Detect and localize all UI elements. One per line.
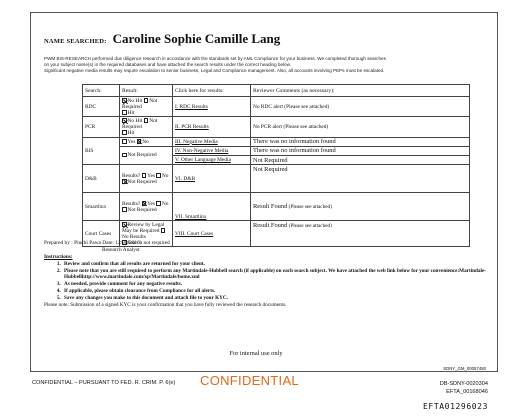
bates-number-bottom: EFTA01296023 [423, 402, 488, 411]
option-label: No [142, 138, 149, 145]
option-label: Not Required [122, 117, 158, 130]
checkbox-bis-yes[interactable] [122, 139, 127, 144]
option-label: Not Required [127, 206, 157, 213]
result-cell-smartlinx [120, 193, 173, 221]
result-cell-pcr [120, 117, 173, 137]
option-label: Hit [127, 129, 135, 136]
checkbox-pcr-not-required[interactable] [144, 118, 149, 123]
instructions-list [44, 261, 492, 302]
checkbox-db-no[interactable] [156, 173, 161, 178]
link-pcr-results[interactable]: II. PCR Results [175, 123, 209, 130]
prepared-by-role: Research Analyst [102, 246, 140, 253]
document-ids [440, 380, 488, 396]
table-row-court [83, 221, 470, 247]
checkbox-rdc-no-hit[interactable] [122, 98, 127, 103]
link-cell-bis-3 [173, 155, 251, 164]
option-label: Not Required [122, 97, 158, 110]
name-searched-label: NAME SEARCHED: [44, 38, 107, 45]
results-question: Results? [122, 172, 141, 179]
search-label-db: D&B [83, 165, 120, 193]
confidential-stamp: CONFIDENTIAL [200, 373, 299, 388]
internal-use-label: For internal use only [229, 350, 283, 357]
search-label-court: Court Cases [83, 221, 120, 247]
intro-line: Significant negative media results may require escalation to senior business, Legal and Compliance management. Also, all accounts involving PEPs must be escalated. [44, 68, 385, 73]
intro-paragraph [44, 56, 490, 74]
comment-db: Not Required [251, 165, 470, 193]
bates-number-top: SDNY_GM_00057480 [443, 366, 486, 371]
link-rdc-results[interactable]: I. RDC Results [175, 103, 208, 110]
link-cell-bis-2 [173, 146, 251, 155]
option-label: No Results [122, 233, 146, 240]
results-question: Results? [122, 200, 141, 207]
option-label: Hit [127, 109, 135, 116]
comment-court [251, 221, 470, 247]
link-negative-media[interactable]: III. Negative Media [175, 138, 218, 145]
prepared-by-line: Prepared by : Pinchi Pawa Date: 12/30/2016 [44, 240, 140, 246]
table-header-row [83, 85, 470, 97]
prepared-by-block [44, 240, 140, 253]
checkbox-bis-not-required[interactable] [122, 153, 127, 158]
result-cell-rdc [120, 97, 173, 117]
link-cell-court [173, 221, 251, 247]
comment-note: (Please see attached) [288, 204, 332, 211]
search-label-rdc: RDC [83, 97, 120, 117]
checkbox-rdc-hit[interactable] [122, 110, 127, 115]
search-results-table [82, 84, 470, 247]
header-click: Click here for results: [173, 85, 251, 97]
option-label: No [161, 200, 169, 207]
checkbox-smartlinx-yes[interactable] [142, 201, 147, 206]
link-smartlinx[interactable]: VII. Smartlinx [175, 213, 207, 220]
checkbox-pcr-no-hit[interactable] [122, 118, 127, 123]
instructions-title: Instructions: [44, 254, 73, 260]
option-label: Review by Legal May be Required [122, 221, 165, 234]
header-comments: Reviewer Comments (as necessary): [251, 85, 470, 97]
checkbox-smartlinx-no[interactable] [156, 201, 161, 206]
checkbox-rdc-not-required[interactable] [144, 98, 149, 103]
table-row-smartlinx [83, 193, 470, 221]
checkbox-bis-no[interactable] [137, 139, 142, 144]
link-cell-db [173, 165, 251, 193]
doc-id-efta: EFTA_00168046 [446, 389, 488, 395]
comment-smartlinx [251, 193, 470, 221]
result-cell-bis-yes-no [120, 137, 173, 146]
name-searched-value: Caroline Sophie Camille Lang [112, 31, 281, 46]
list-item: 2. Please note that you are still required to perform any Martindale-Hubbell search (if applicable) on each search subject. We have attached the web link below for your convenience:Martindale-Hubbellhttp://www.martindale.com/xp/Martindale/home.xml [62, 268, 492, 282]
link-cell-smartlinx [173, 193, 251, 221]
comment-bis-3: Not Required [251, 155, 470, 164]
checkbox-db-yes[interactable] [142, 173, 147, 178]
result-cell-bis-not-required [120, 146, 173, 164]
link-cell-rdc [173, 97, 251, 117]
option-label: Yes [147, 172, 155, 179]
link-other-language-media[interactable]: V. Other Language Media [175, 157, 231, 164]
option-label: No [161, 172, 169, 179]
confidential-legend: CONFIDENTIAL – PURSUANT TO FED. R. CRIM. P. 6(e) [32, 380, 176, 386]
comment-bis-2: There was no information found [251, 146, 470, 155]
option-label: Yes [147, 200, 155, 207]
checkbox-db-not-required[interactable] [122, 179, 127, 184]
comment-bis-1: There was no information found [251, 137, 470, 146]
list-item: 4. If applicable, please obtain clearance from Compliance for all alerts. [62, 288, 492, 295]
search-label-pcr: PCR [83, 117, 120, 137]
search-label-bis: BIS [83, 137, 120, 165]
table-row-rdc [83, 97, 470, 117]
table-row-pcr [83, 117, 470, 137]
list-item: 1. Review and confirm that all results are returned for your client. [62, 261, 492, 268]
header-result: Result: [120, 85, 173, 97]
option-label: No Hit [127, 97, 143, 104]
link-cell-pcr [173, 117, 251, 137]
table-row-db [83, 165, 470, 193]
link-db[interactable]: VI. D&B [175, 175, 196, 182]
option-label: Not Required [127, 178, 157, 185]
comment-rdc: No RDC alert (Please see attached) [251, 97, 470, 117]
checkbox-smartlinx-not-required[interactable] [122, 207, 127, 212]
comment-pcr: No PCR alert (Please see attached) [251, 117, 470, 137]
comment-result-found: Result Found [253, 203, 288, 211]
instructions-block [44, 254, 492, 308]
intro-line: PWM BIS-RESEARCH performed due diligence research in accordance with the standards set by AML Compliance for your business. We completed thorough searches [44, 56, 386, 61]
link-non-negative-media[interactable]: IV. Non-Negative Media [175, 147, 229, 154]
intro-line: on your subject name(s) in the required databases and have attached the search results under the correct heading below. [44, 62, 291, 67]
option-label: Not Required [127, 152, 157, 159]
list-item: 3. As needed, provide comment for any negative results. [62, 281, 492, 288]
checkbox-court-no-results[interactable] [161, 228, 166, 233]
comment-note: (Please see attached) [288, 222, 332, 229]
name-searched-line [44, 30, 280, 48]
search-label-smartlinx: Smartlinx [83, 193, 120, 221]
option-label: No Hit [127, 117, 143, 124]
table-row-bis-1 [83, 137, 470, 146]
result-cell-db [120, 165, 173, 193]
option-label: Yes [127, 138, 136, 145]
list-item: 5. Save any changes you make to this document and attach file to your KYC. [62, 295, 492, 302]
option-label: Search not required [127, 239, 170, 246]
instructions-note: Please note: Submission of a signed KYC is your confirmation that you have fully reviewed the research documents. [44, 301, 287, 308]
link-cell-bis-1 [173, 137, 251, 146]
link-court-cases[interactable]: VIII. Court Cases [175, 230, 214, 237]
comment-result-found: Result Found [253, 221, 288, 229]
table-row-bis-2 [83, 146, 470, 155]
checkbox-pcr-hit[interactable] [122, 130, 127, 135]
checkbox-court-review-legal[interactable] [122, 222, 127, 227]
header-search: Search: [83, 85, 120, 97]
doc-id-sdny: DB-SDNY-0020304 [439, 381, 488, 387]
